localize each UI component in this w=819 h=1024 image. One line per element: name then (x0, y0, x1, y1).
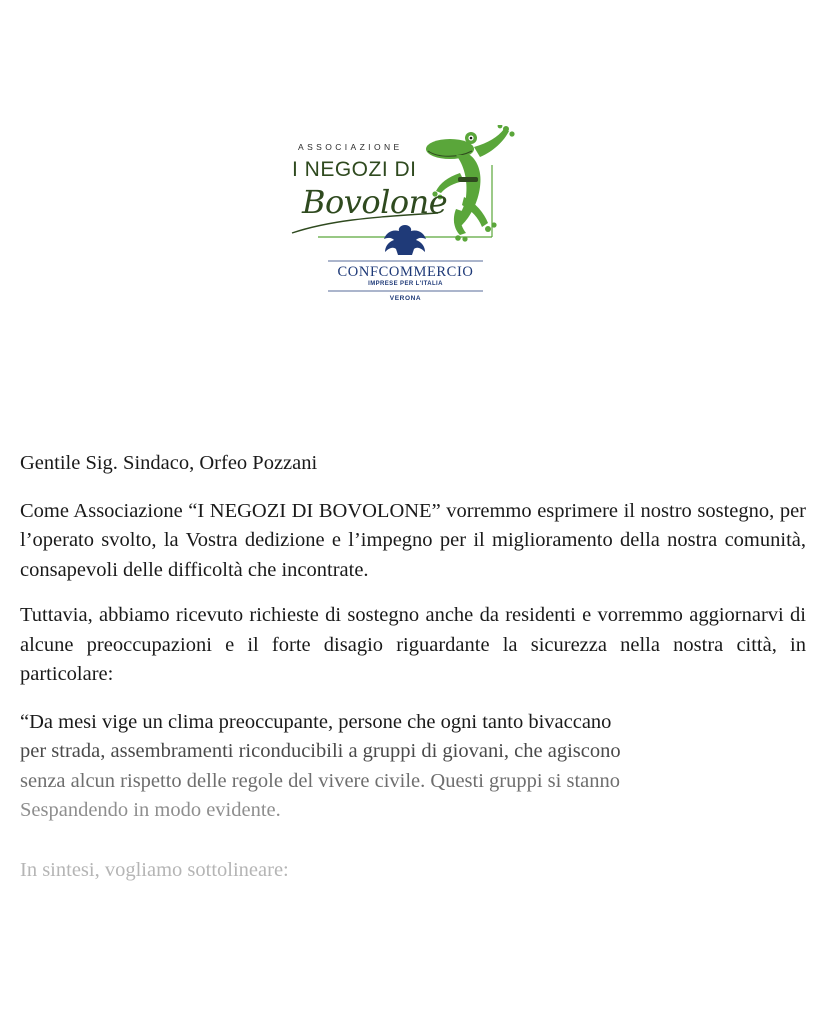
logo-negozi-text: I NEGOZI DI (292, 158, 417, 181)
quote-line-2: per strada, assembramenti riconducibili a gruppi di giovani, che agiscono (20, 740, 621, 762)
logo-confcommercio-text: CONFCOMMERCIO (337, 264, 474, 280)
paragraph-support: Come Associazione “I NEGOZI DI BOVOLONE” vorremmo esprimere il nostro sostegno, per l’operato svolto, la Vostra dedizione e l’impegno per il miglioramento della nostra comunità, consapevoli delle difficoltà che incontrate. (20, 499, 806, 581)
logo-bovolone-text: Bovolone (302, 183, 448, 221)
paragraph-summary: In sintesi, vogliamo sottolineare: (20, 858, 289, 881)
quote-line-4: Sespandendo in modo evidente. (20, 799, 281, 821)
logo-imprese-text: IMPRESE PER L'ITALIA (368, 281, 443, 287)
association-logo (288, 125, 528, 310)
paragraph-concerns: Tuttavia, abbiamo ricevuto richieste di sostegno anche da residenti e vorremmo aggiornarvi di alcune preoccupazioni e il forte disagio riguardante la sicurezza nella nostra città, in particolare: (20, 604, 806, 685)
paragraph-quote (20, 708, 806, 826)
letter-body (20, 449, 806, 885)
quote-line-3: senza alcun rispetto delle regole del vivere civile. Questi gruppi si stanno (20, 769, 621, 792)
logo-verona-text: VERONA (389, 295, 422, 302)
logo-associazione-text: ASSOCIAZIONE (298, 142, 403, 152)
salutation: Gentile Sig. Sindaco, Orfeo Pozzani (20, 452, 318, 474)
eagle-icon (384, 225, 426, 255)
quote-line-1: “Da mesi vige un clima preoccupante, persone che ogni tanto bivaccano (20, 710, 612, 733)
